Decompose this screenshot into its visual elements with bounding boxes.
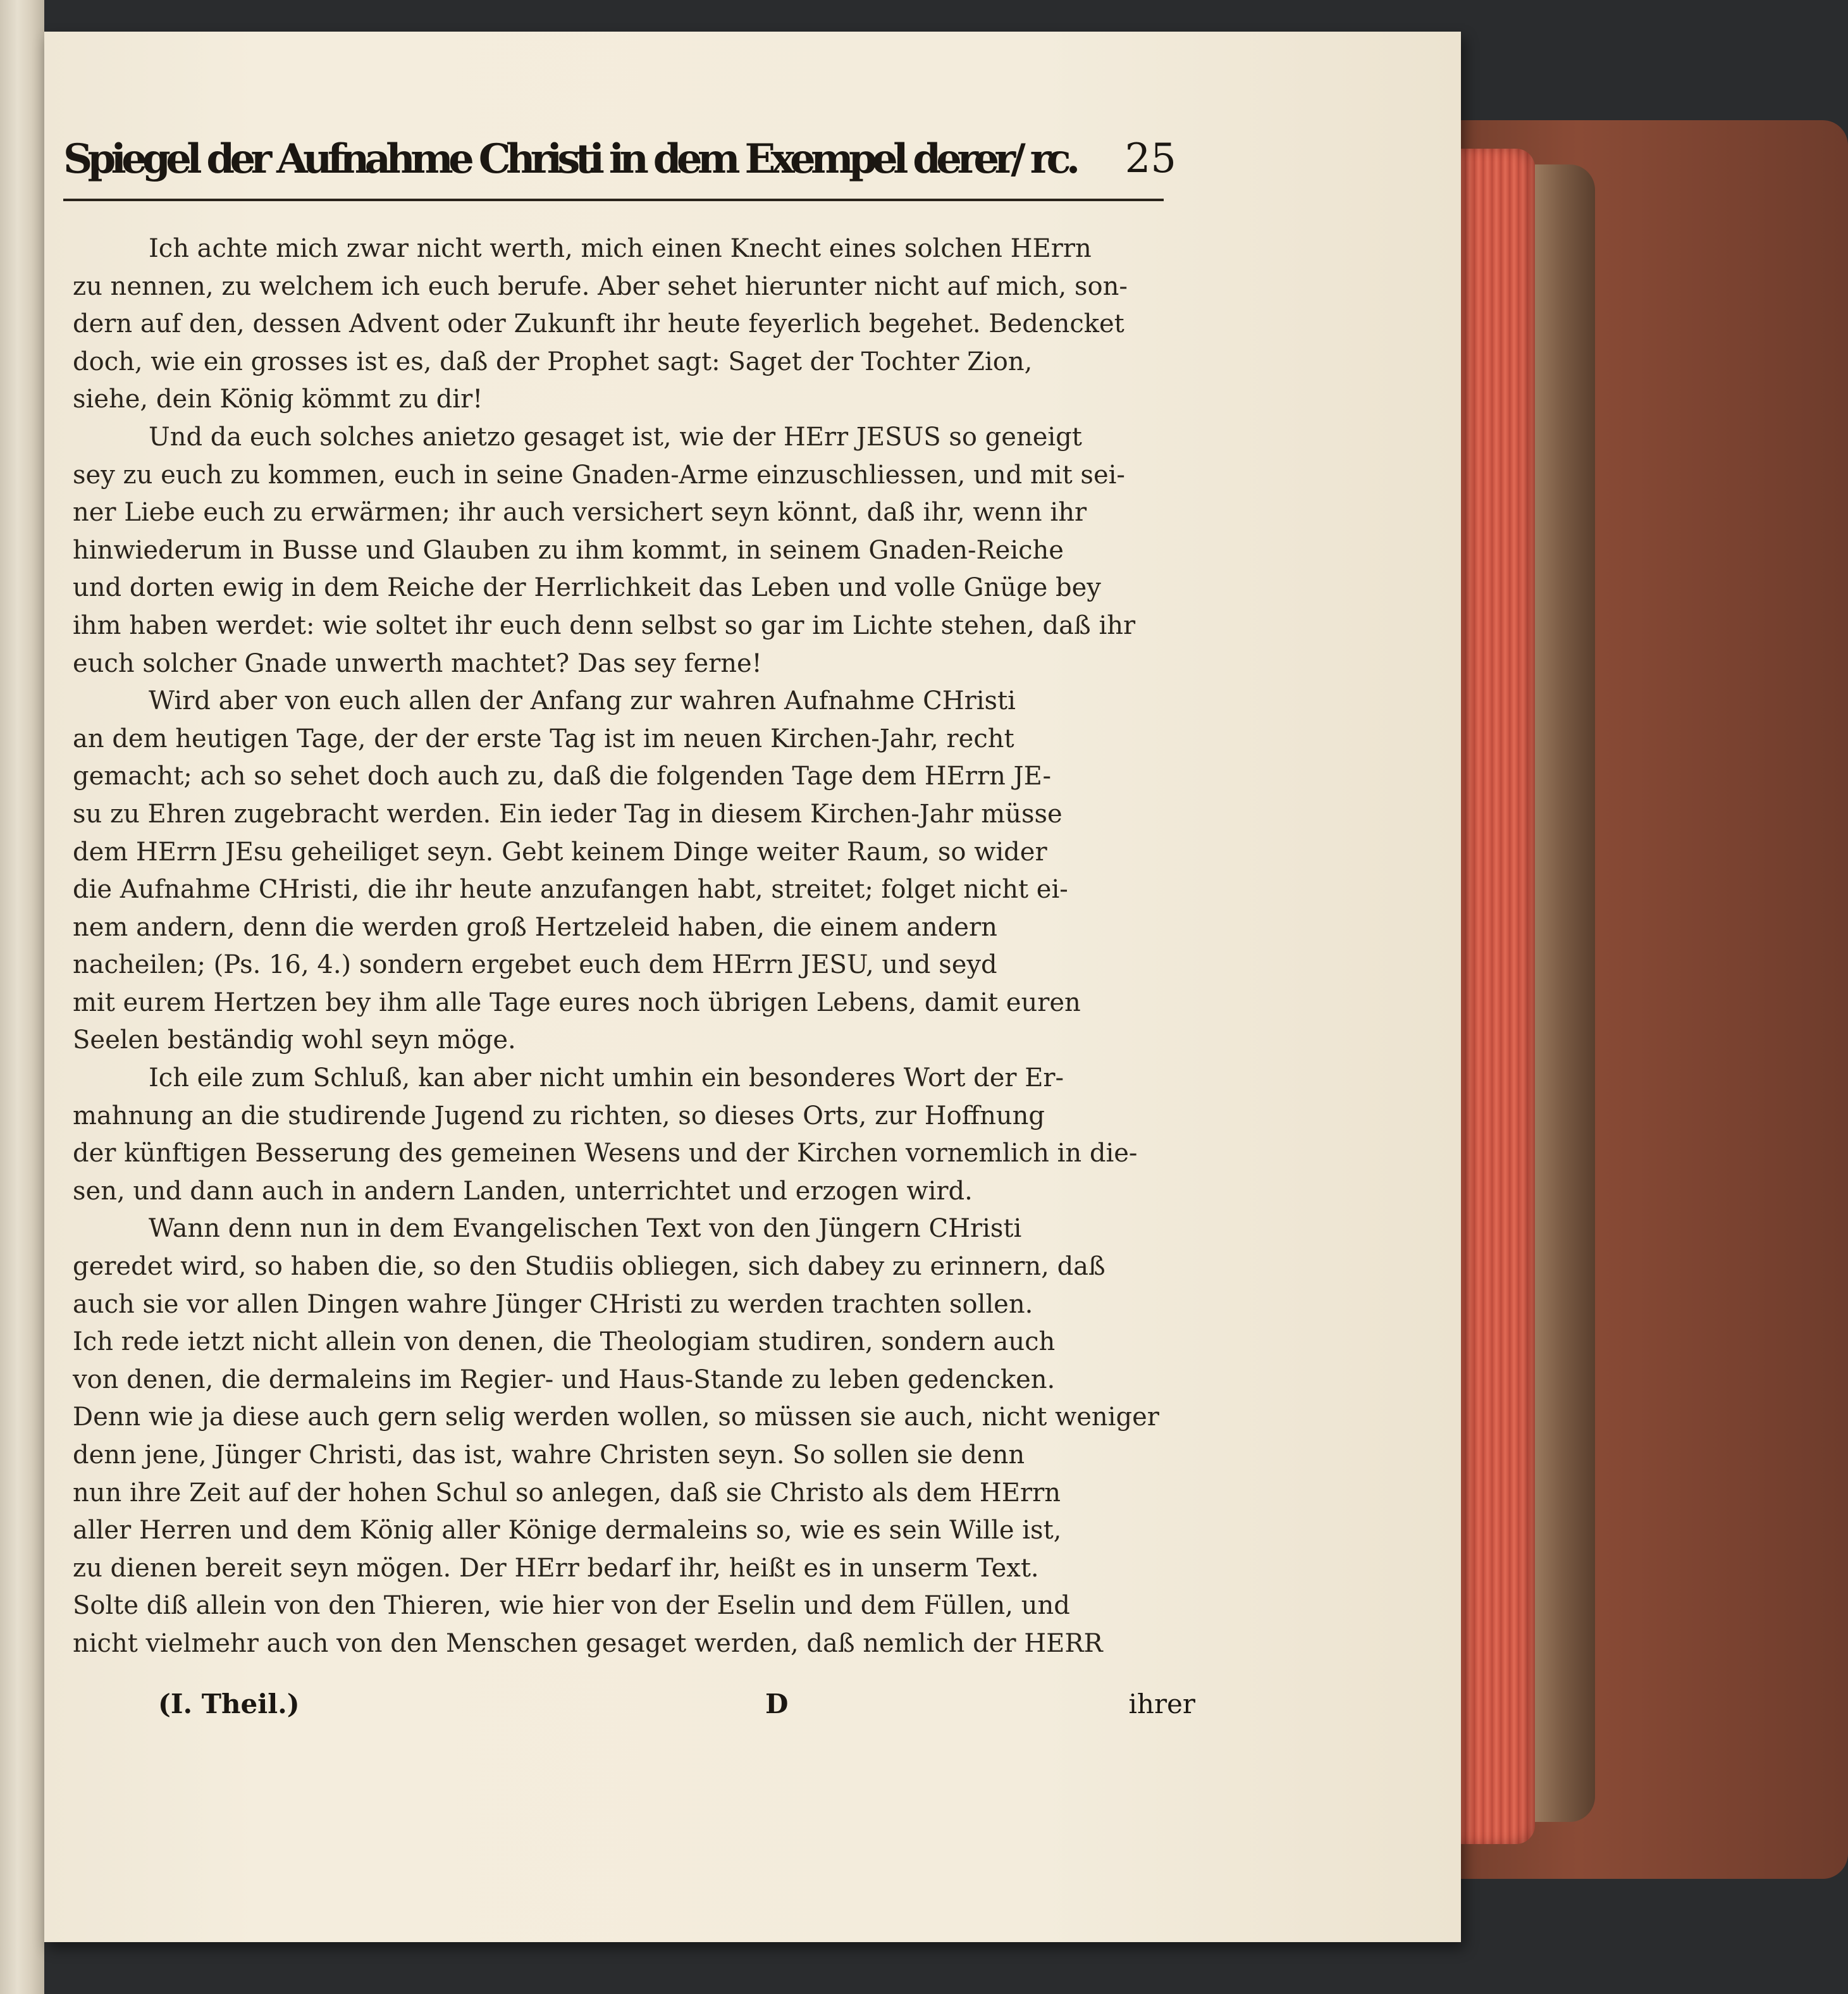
body-text xyxy=(73,230,1192,1663)
text-line: die Aufnahme CHristi, die ihr heute anzufangen habt, streitet; folget nicht ei- xyxy=(73,875,1068,905)
text-line: Wird aber von euch allen der Anfang zur wahren Aufnahme CHristi xyxy=(149,686,1016,716)
text-line: geredet wird, so haben die, so den Studiis obliegen, sich dabey zu erinnern, daß xyxy=(73,1252,1106,1282)
text-line: nem andern, denn die werden groß Hertzeleid haben, die einem andern xyxy=(73,912,997,942)
text-line: gemacht; ach so sehet doch auch zu, daß die folgenden Tage dem HErrn JE- xyxy=(73,762,1052,791)
text-line: Und da euch solches anietzo gesaget ist, wie der HErr JESUS so geneigt xyxy=(149,422,1082,452)
text-line: der künftigen Besserung des gemeinen Wesens und der Kirchen vornemlich in die- xyxy=(73,1139,1138,1168)
text-line: Ich achte mich zwar nicht werth, mich einen Knecht eines solchen HErrn xyxy=(149,234,1092,263)
text-line: Denn wie ja diese auch gern selig werden wollen, so müssen sie auch, nicht weniger xyxy=(73,1403,1159,1432)
text-line: siehe, dein König kömmt zu dir! xyxy=(73,385,483,414)
text-line: auch sie vor allen Dingen wahre Jünger CHristi zu werden trachten sollen. xyxy=(73,1289,1033,1319)
text-line: Solte diß allein von den Thieren, wie hier von der Eselin und dem Füllen, und xyxy=(73,1591,1070,1621)
text-line: Ich eile zum Schluß, kan aber nicht umhin ein besonderes Wort der Er- xyxy=(149,1063,1064,1093)
text-line: Wann denn nun in dem Evangelischen Text von den Jüngern CHristi xyxy=(149,1214,1022,1244)
text-line: ner Liebe euch zu erwärmen; ihr auch versichert seyn könnt, daß ihr, wenn ihr xyxy=(73,498,1087,528)
text-line: nicht vielmehr auch von den Menschen gesaget werden, daß nemlich der HERR xyxy=(73,1628,1103,1658)
text-line: doch, wie ein grosses ist es, daß der Prophet sagt: Saget der Tochter Zion, xyxy=(73,347,1033,376)
text-line: dern auf den, dessen Advent oder Zukunft ihr heute feyerlich begehet. Bedencket xyxy=(73,309,1124,339)
text-line: hinwiederum in Busse und Glauben zu ihm kommt, in seinem Gnaden-Reiche xyxy=(73,535,1064,565)
text-line: mit eurem Hertzen bey ihm alle Tage eures noch übrigen Lebens, damit euren xyxy=(73,988,1081,1017)
text-line: nacheilen; (Ps. 16, 4.) sondern ergebet euch dem HErrn JESU, und seyd xyxy=(73,950,997,980)
text-line: nun ihre Zeit auf der hohen Schul so anlegen, daß sie Christo als dem HErrn xyxy=(73,1478,1061,1508)
text-line: Ich rede ietzt nicht allein von denen, die Theologiam studiren, sondern auch xyxy=(73,1327,1056,1357)
running-title: Spiegel der Aufnahme Christi in dem Exempel derer/ rc. xyxy=(63,135,1076,183)
text-line: von denen, die dermaleins im Regier- und Haus-Stande zu leben gedencken. xyxy=(73,1365,1056,1394)
text-line: sey zu euch zu kommen, euch in seine Gnaden-Arme einzuschliessen, und mit sei- xyxy=(73,460,1125,490)
text-line: und dorten ewig in dem Reiche der Herrlichkeit das Leben und volle Gnüge bey xyxy=(73,573,1101,603)
text-line: mahnung an die studirende Jugend zu richten, so dieses Orts, zur Hoffnung xyxy=(73,1101,1045,1130)
page-number: 25 xyxy=(1124,135,1176,182)
facing-page-edge xyxy=(0,0,44,1994)
catchword: ihrer xyxy=(1128,1688,1195,1719)
part-mark: (I. Theil.) xyxy=(158,1688,300,1719)
text-line: sen, und dann auch in andern Landen, unterrichtet und erzogen wird. xyxy=(73,1176,973,1206)
text-line: aller Herren und dem König aller Könige dermaleins so, wie es sein Wille ist, xyxy=(73,1516,1062,1545)
text-line: Seelen beständig wohl seyn möge. xyxy=(73,1025,516,1055)
text-line: an dem heutigen Tage, der der erste Tag ist im neuen Kirchen-Jahr, recht xyxy=(73,724,1014,753)
text-line: dem HErrn JEsu geheiliget seyn. Gebt keinem Dinge weiter Raum, so wider xyxy=(73,837,1047,867)
page-footer xyxy=(158,1688,1195,1733)
text-line: denn jene, Jünger Christi, das ist, wahre Christen seyn. So sollen sie denn xyxy=(73,1440,1025,1470)
text-line: zu dienen bereit seyn mögen. Der HErr bedarf ihr, heißt es in unserm Text. xyxy=(73,1553,1039,1583)
page-header xyxy=(63,135,1189,211)
text-line: euch solcher Gnade unwerth machtet? Das sey ferne! xyxy=(73,648,762,678)
text-line: su zu Ehren zugebracht werden. Ein ieder Tag in diesem Kirchen-Jahr müsse xyxy=(73,799,1063,829)
header-rule xyxy=(63,199,1164,201)
text-line: ihm haben werdet: wie soltet ihr euch denn selbst so gar im Lichte stehen, daß ihr xyxy=(73,610,1136,640)
signature-mark: D xyxy=(765,1688,789,1719)
text-line: zu nennen, zu welchem ich euch berufe. Aber sehet hierunter nicht auf mich, son- xyxy=(73,271,1128,301)
binding-edge xyxy=(1535,164,1595,1822)
